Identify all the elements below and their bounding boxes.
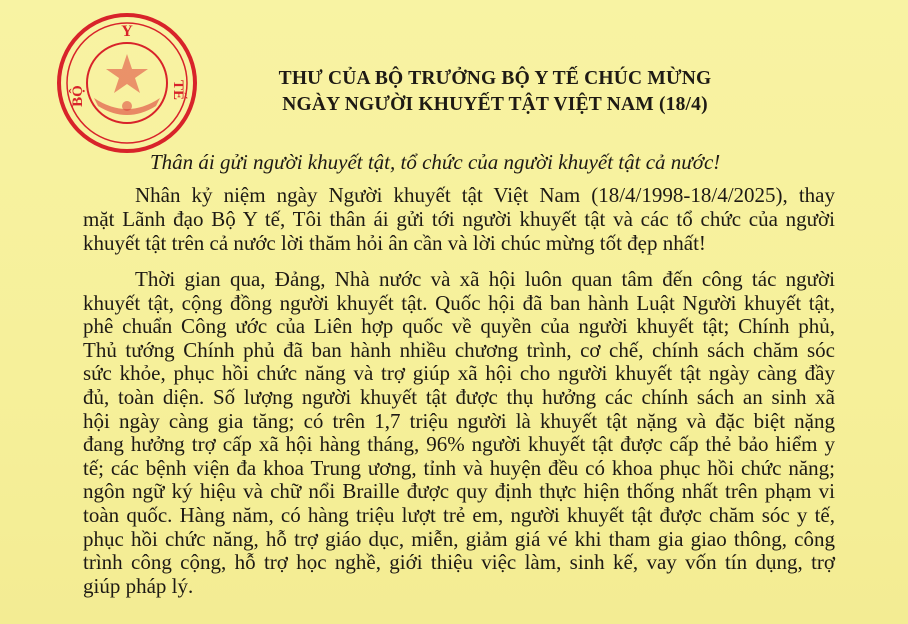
text-line: toàn quốc. Hàng năm, có hàng triệu lượt trẻ em, người khuyết tật được chăm sóc y tế,: [83, 502, 835, 527]
text-line: trình công cộng, hỗ trợ học nghề, giới thiệu việc làm, sinh kế, vay vốn tín dụng, trợ: [83, 550, 835, 575]
seal-text-left: BỘ: [70, 85, 86, 107]
text-line: giúp pháp lý.: [83, 573, 194, 598]
text-line: Thời gian qua, Đảng, Nhà nước và xã hội luôn quan tâm đến công tác người: [135, 267, 835, 291]
text-line: khuyết tật trên cả nước lời thăm hỏi ân cần và lời chúc mừng tốt đẹp nhất!: [83, 231, 706, 255]
text-line: đang hưởng trợ cấp xã hội hàng tháng, 96% người khuyết tật được cấp thẻ bảo hiểm y: [83, 432, 835, 457]
text-line: ngôn ngữ ký hiệu và chữ nổi Braille được quy định thực hiện thống nhất trên phạm vi: [83, 479, 835, 504]
text-line: Thủ tướng Chính phủ đã ban hành nhiều chương trình, cơ chế, chính sách chăm sóc: [83, 337, 835, 362]
letter-title-line1: THƯ CỦA BỘ TRƯỞNG BỘ Y TẾ CHÚC MỪNG: [278, 68, 712, 89]
text-line: khuyết tật, cộng đồng người khuyết tật. Quốc hội đã ban hành Luật Người khuyết tật,: [83, 290, 835, 315]
text-line: phê chuẩn Công ước của Liên hợp quốc về quyền của người khuyết tật; Chính phủ,: [83, 314, 835, 339]
letter-title-line2: NGÀY NGƯỜI KHUYẾT TẬT VIỆT NAM (18/4): [282, 94, 708, 115]
text-line: mặt Lãnh đạo Bộ Y tế, Tôi thân ái gửi tới người khuyết tật và các tổ chức của người: [83, 207, 835, 231]
seal-text-right: TẾ: [170, 79, 186, 101]
greeting-line: Thân ái gửi người khuyết tật, tổ chức của người khuyết tật cả nước!: [150, 150, 721, 174]
text-line: Nhân kỷ niệm ngày Người khuyết tật Việt Nam (18/4/1998-18/4/2025), thay: [135, 183, 835, 207]
paragraph-1: [83, 183, 835, 255]
text-line: đủ, toàn diện. Số lượng người khuyết tật được thụ hưởng các chính sách an sinh xã: [83, 384, 835, 409]
seal-text-top: Y: [121, 23, 133, 40]
text-line: phục hồi chức năng, hỗ trợ giáo dục, miễn, giảm giá vé khi tham gia giao thông, công: [83, 526, 835, 551]
text-line: tế; các bệnh viện đa khoa Trung ương, tỉnh và huyện đều có khoa phục hồi chức năng;: [83, 455, 835, 480]
text-line: hội ngày càng gia tăng; có trên 1,7 triệu người là khuyết tật nặng và đặc biệt nặng: [83, 408, 835, 433]
paragraph-2: [83, 268, 835, 598]
text-line: sức khỏe, phục hồi chức năng và trợ giúp xã hội cho người khuyết tật ngày càng đầy: [83, 361, 835, 386]
